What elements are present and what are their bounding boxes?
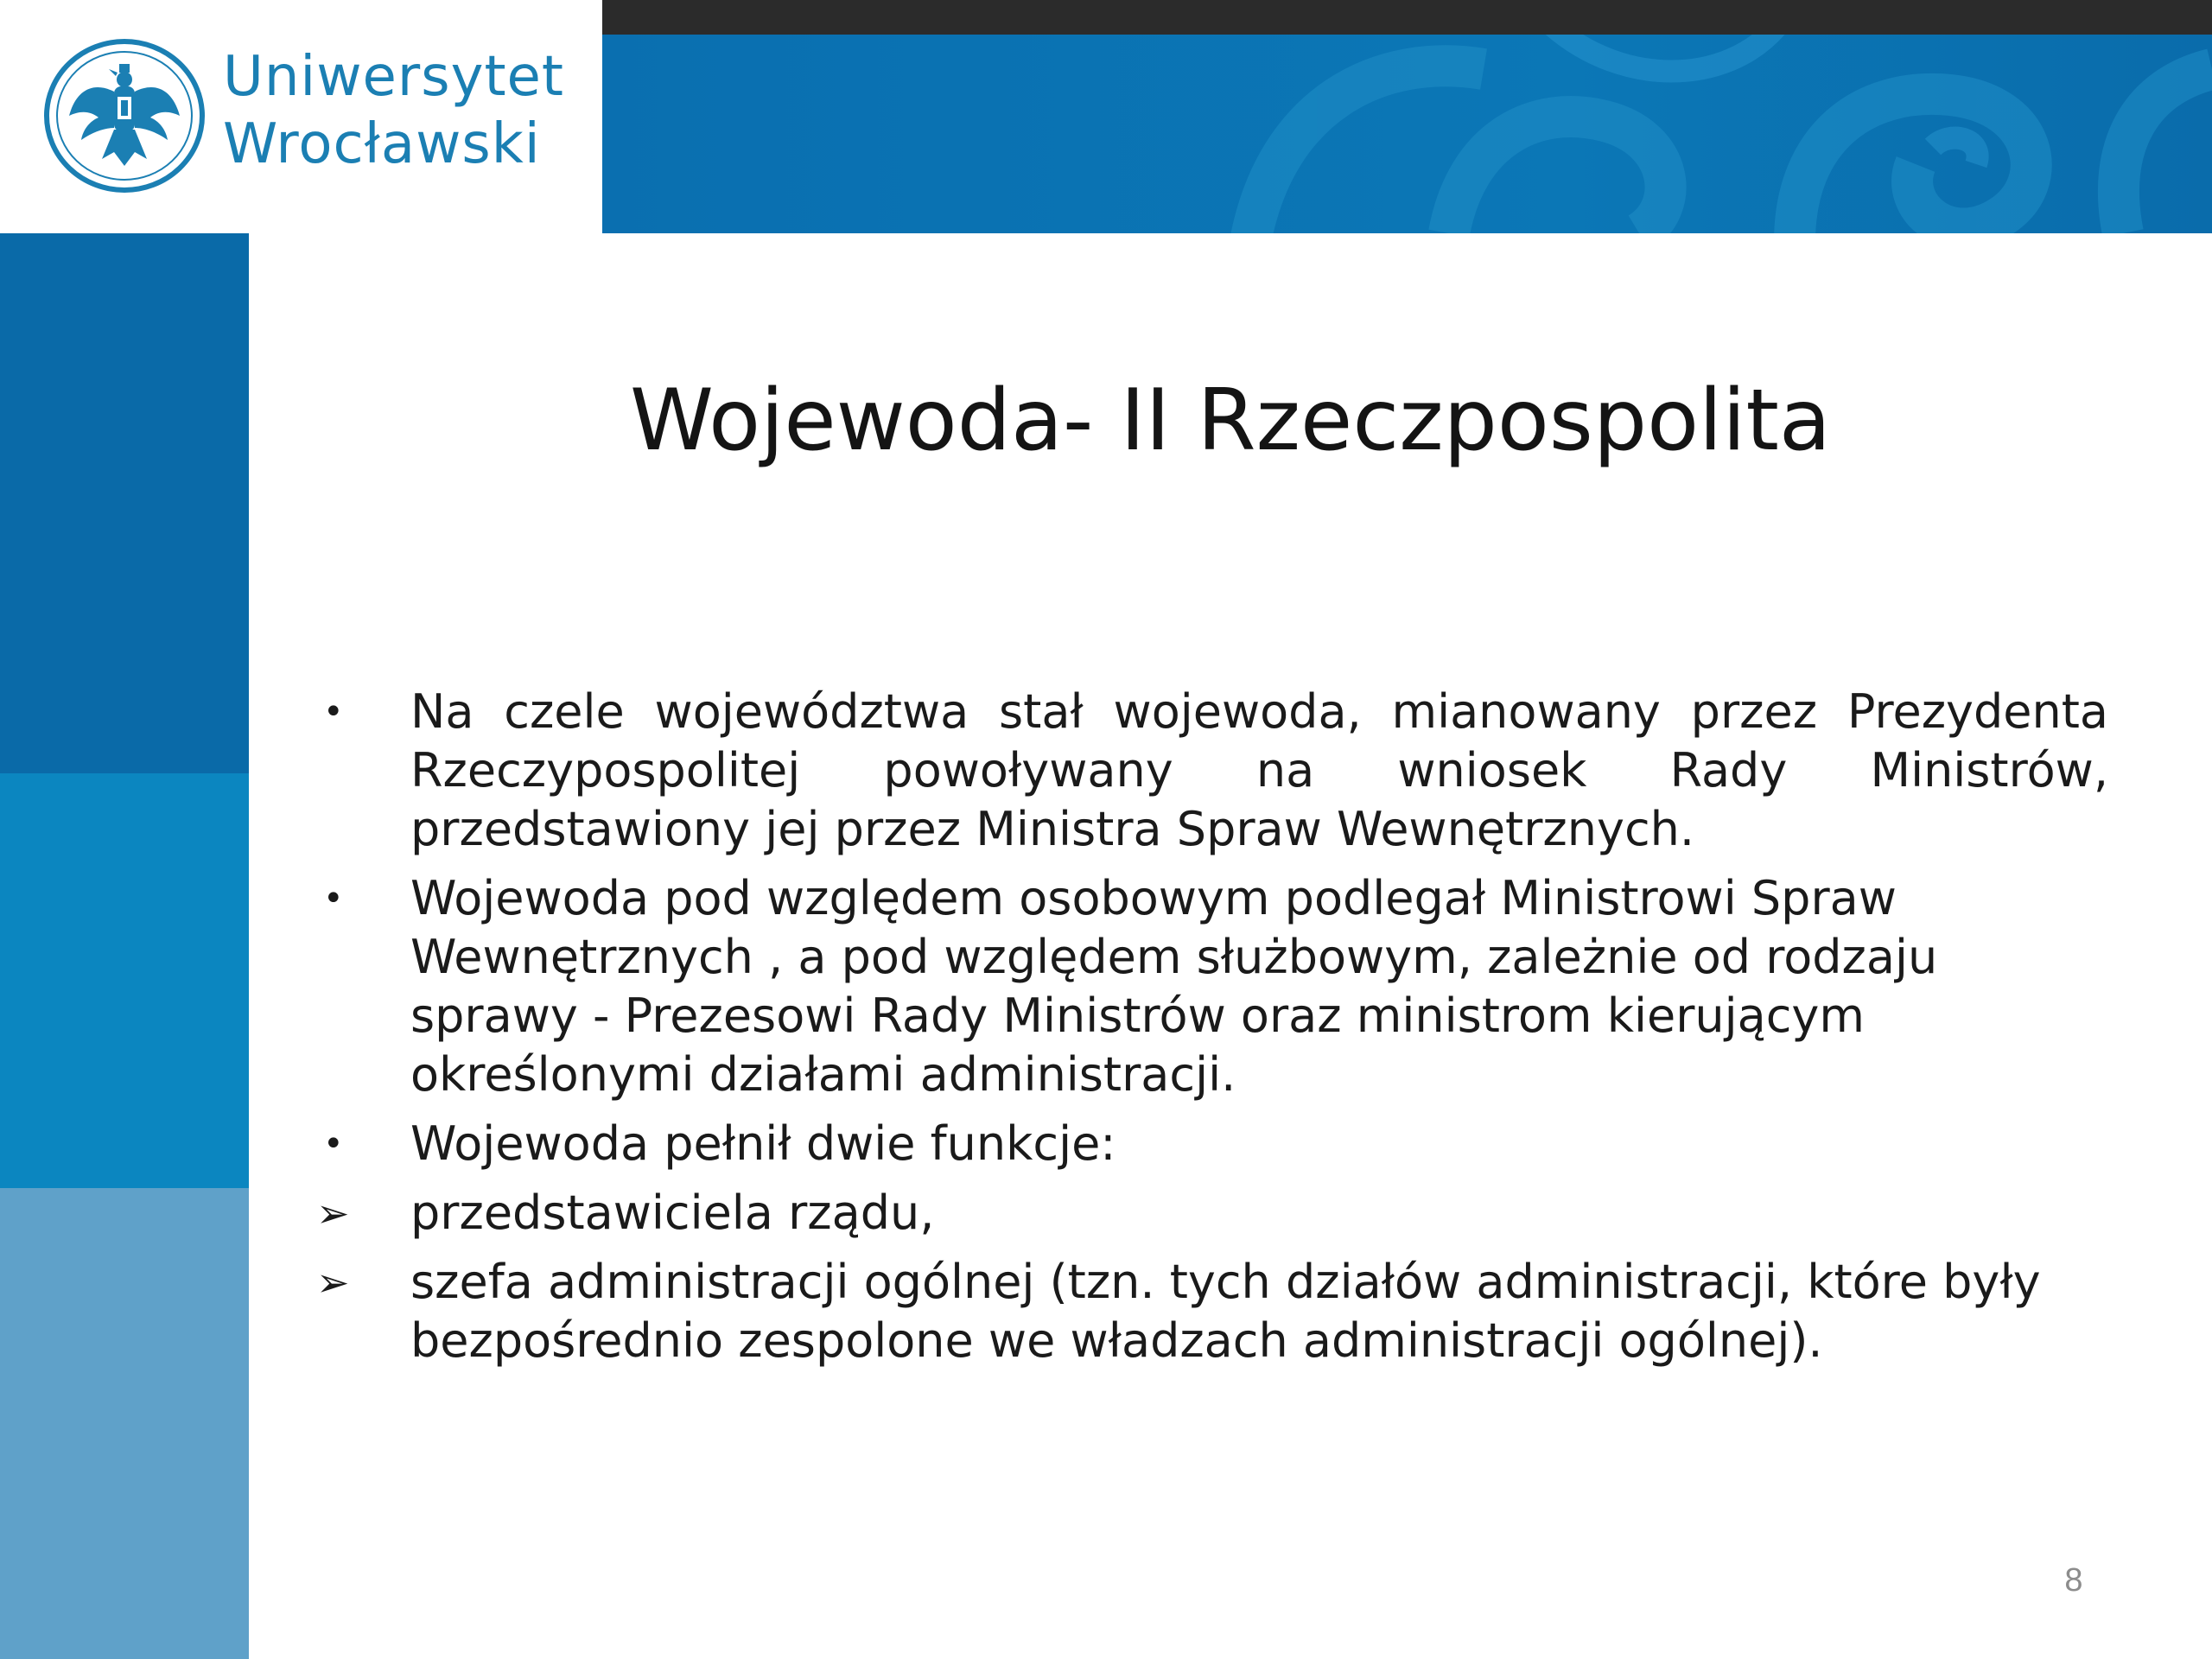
- list-item-text: Na czele województwa stał wojewoda, mianowany przez Prezydenta Rzeczypospolitej powoływany na wniosek Rady Ministrów, przedstawiony jej przez Ministra Spraw Wewnętrznych.: [410, 684, 2108, 856]
- list-item: [311, 683, 2108, 859]
- bullet-list: [311, 683, 2108, 1381]
- bullet-dot-icon: •: [323, 1124, 344, 1164]
- university-name-line2: Wrocławski: [223, 112, 541, 176]
- header-swirl-decoration: [602, 35, 2212, 233]
- list-item: [311, 869, 2108, 1104]
- arrow-bullet-icon: ➢: [316, 1190, 350, 1236]
- list-item: [311, 1115, 2108, 1173]
- logo-area: [0, 0, 602, 233]
- list-item: [311, 1253, 2108, 1370]
- page-number: 8: [2064, 1562, 2083, 1599]
- sidebar-block-mid: [0, 773, 249, 1188]
- bullet-dot-icon: •: [323, 879, 344, 918]
- slide-title: Wojewoda- II Rzeczpospolita: [630, 372, 1831, 470]
- bullet-dot-icon: •: [323, 692, 344, 732]
- list-item-text: Wojewoda pod względem osobowym podlegał Ministrowi Spraw Wewnętrznych , a pod względem służbowym, zależnie od rodzaju sprawy - Prezesowi Rady Ministrów oraz ministrom kierującym określonymi działami administracji.: [410, 871, 1938, 1102]
- list-item: [311, 1184, 2108, 1243]
- header-band: [602, 35, 2212, 233]
- list-item-text: przedstawiciela rządu,: [410, 1185, 935, 1240]
- sidebar-block-dark: [0, 233, 249, 773]
- sidebar-block-light: [0, 1188, 249, 1659]
- eagle-crest-icon: [41, 38, 207, 194]
- university-name-line1: Uniwersytet: [223, 45, 564, 109]
- university-name: [223, 43, 564, 178]
- list-item-text: szefa administracji ogólnej (tzn. tych działów administracji, które były bezpośrednio zespolone we władzach administracji ogólnej).: [410, 1255, 2041, 1368]
- arrow-bullet-icon: ➢: [316, 1259, 350, 1306]
- list-item-text: Wojewoda pełnił dwie funkcje:: [410, 1116, 1116, 1171]
- header-top-strip: [602, 0, 2212, 35]
